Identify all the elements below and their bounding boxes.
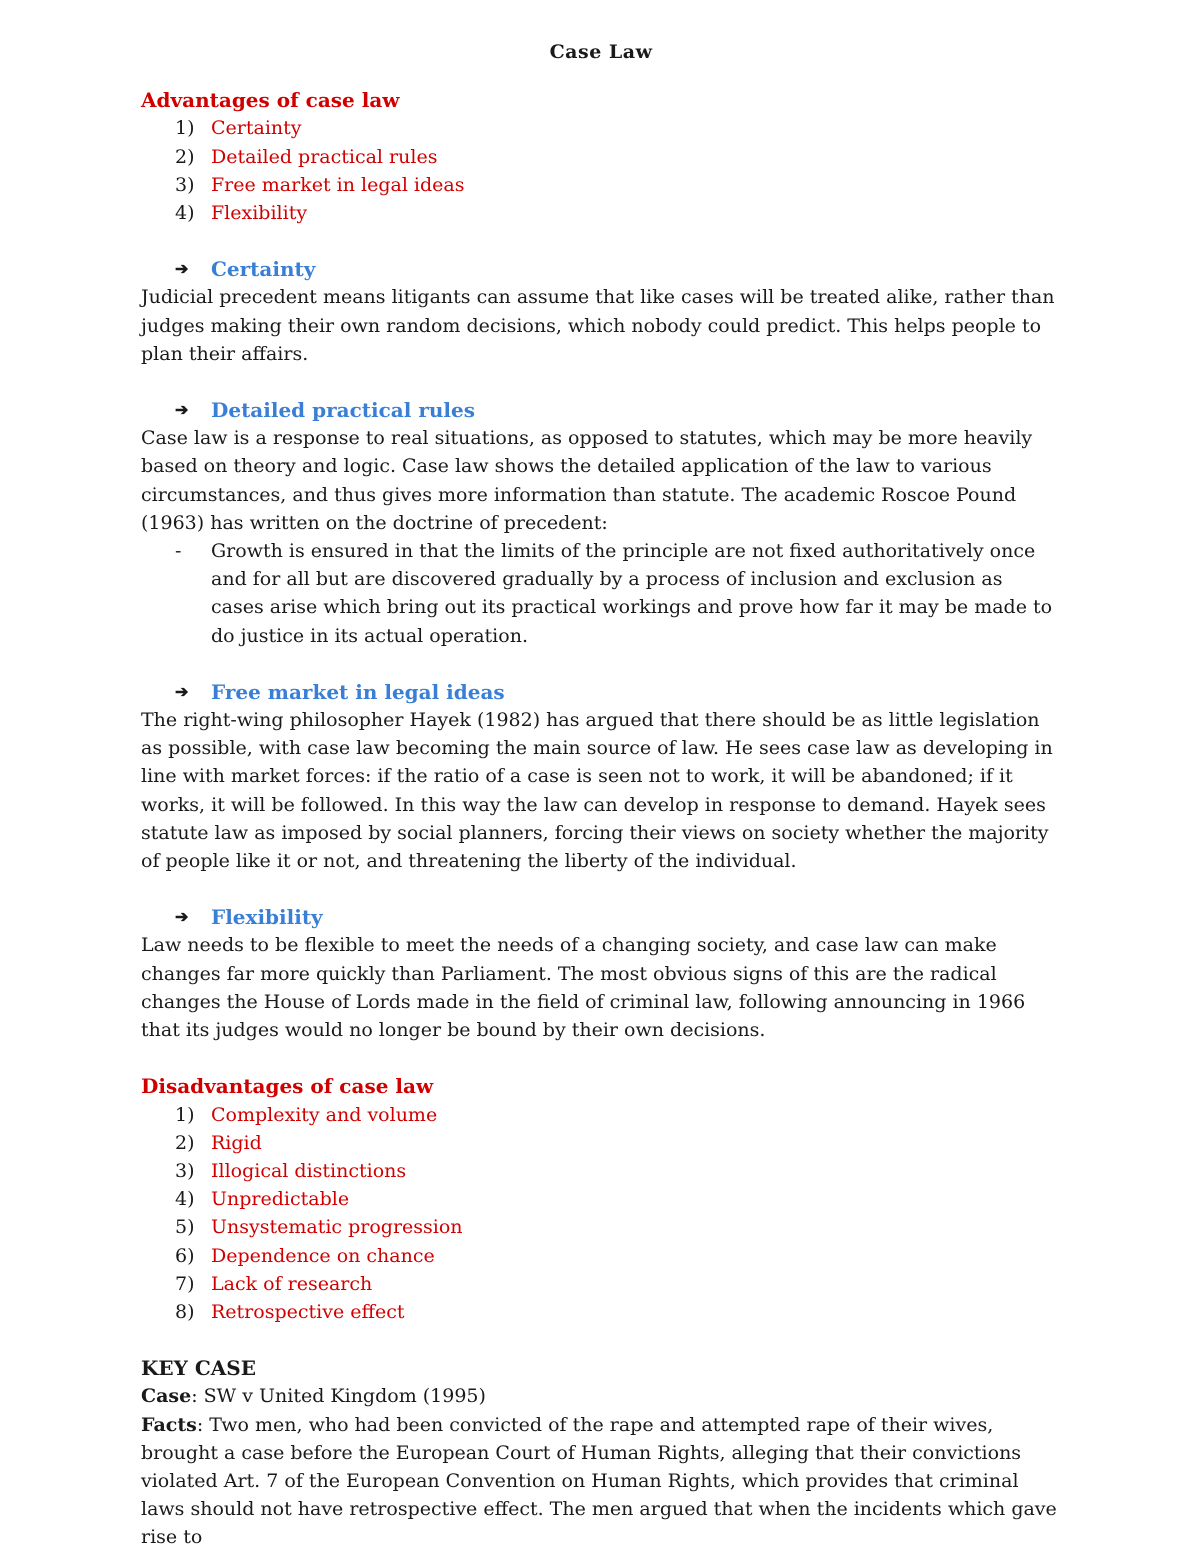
disadvantages-list [141, 1101, 1061, 1327]
spacer [141, 1326, 1061, 1354]
list-item: 6) Dependence on chance [175, 1244, 435, 1267]
key-case-case: Case: SW v United Kingdom (1995) [141, 1385, 486, 1408]
list-item: 5) Unsystematic progression [175, 1216, 463, 1239]
advantages-list [141, 114, 1061, 227]
section-heading-detailed: ➔ Detailed practical rules [141, 396, 1061, 424]
section-text-certainty: Judicial precedent means litigants can assume that like cases will be treated alike, rather than judges making their own random decisions, which nobody could predict. This helps people to plan their affairs. [141, 286, 1055, 365]
list-item: 4) Unpredictable [175, 1188, 350, 1211]
quote-item [141, 537, 1061, 650]
advantages-heading: Advantages of case law [141, 88, 400, 113]
dash-bullet: - [175, 540, 182, 563]
arrow-icon: ➔ [175, 259, 189, 279]
section-heading-flexibility: ➔ Flexibility [141, 903, 1061, 931]
list-item: 4) Flexibility [175, 202, 308, 225]
disadvantages-heading: Disadvantages of case law [141, 1074, 434, 1099]
section-heading-certainty: ➔ Certainty [141, 255, 1061, 283]
arrow-icon: ➔ [175, 907, 189, 927]
list-item: 2) Rigid [175, 1131, 262, 1154]
key-case-facts: Facts: Two men, who had been convicted of the rape and attempted rape of their wives, brought a case before the European Court of Human Rights, alleging that their convictions violated Art. 7 of the European Convention on Human Rights, which provides that criminal laws should not have retrospective effect. The men argued that when the incidents which gave rise to [141, 1413, 1057, 1549]
section-text-free-market: The right-wing philosopher Hayek (1982) has argued that there should be as little legislation as possible, with case law becoming the main source of law. He sees case law as developing in line with market forces: if the ratio of a case is seen not to work, it will be abandoned; if it works, it will be followed. In this way the law can develop in response to demand. Hayek sees statute law as imposed by social planners, forcing their views on society whether the majority of people like it or not, and threatening the liberty of the individual. [141, 709, 1053, 873]
section-heading-free-market: ➔ Free market in legal ideas [141, 678, 1061, 706]
document-page [141, 38, 1061, 1552]
section-text-flexibility: Law needs to be flexible to meet the needs of a changing society, and case law can make changes far more quickly than Parliament. The most obvious signs of this are the radical changes the House of Lords made in the field of criminal law, following announcing in 1966 that its judges would no longer be bound by their own decisions. [141, 934, 1026, 1042]
section-text-detailed: Case law is a response to real situations, as opposed to statutes, which may be more heavily based on theory and logic. Case law shows the detailed application of the law to various circumstances, and thus gives more information than statute. The academic Roscoe Pound (1963) has written on the doctrine of precedent: [141, 427, 1033, 534]
list-item: 1) Complexity and volume [175, 1103, 438, 1126]
list-item: 7) Lack of research [175, 1272, 373, 1295]
list-item: 2) Detailed practical rules [175, 145, 438, 168]
key-case-heading: KEY CASE [141, 1356, 256, 1381]
spacer [141, 1044, 1061, 1072]
arrow-icon: ➔ [175, 681, 189, 701]
list-item: 3) Illogical distinctions [175, 1159, 407, 1182]
arrow-icon: ➔ [175, 400, 189, 420]
page-title: Case Law [549, 41, 653, 63]
list-item: 3) Free market in legal ideas [175, 173, 465, 196]
list-item: 8) Retrospective effect [175, 1300, 405, 1323]
quote-text: Growth is ensured in that the limits of the principle are not fixed authoritatively once and for all but are discovered gradually by a process of inclusion and exclusion as cases arise which bring out its practical workings and prove how far it may be made to do justice in its actual operation. [211, 540, 1053, 647]
list-item: 1) Certainty [175, 117, 302, 140]
